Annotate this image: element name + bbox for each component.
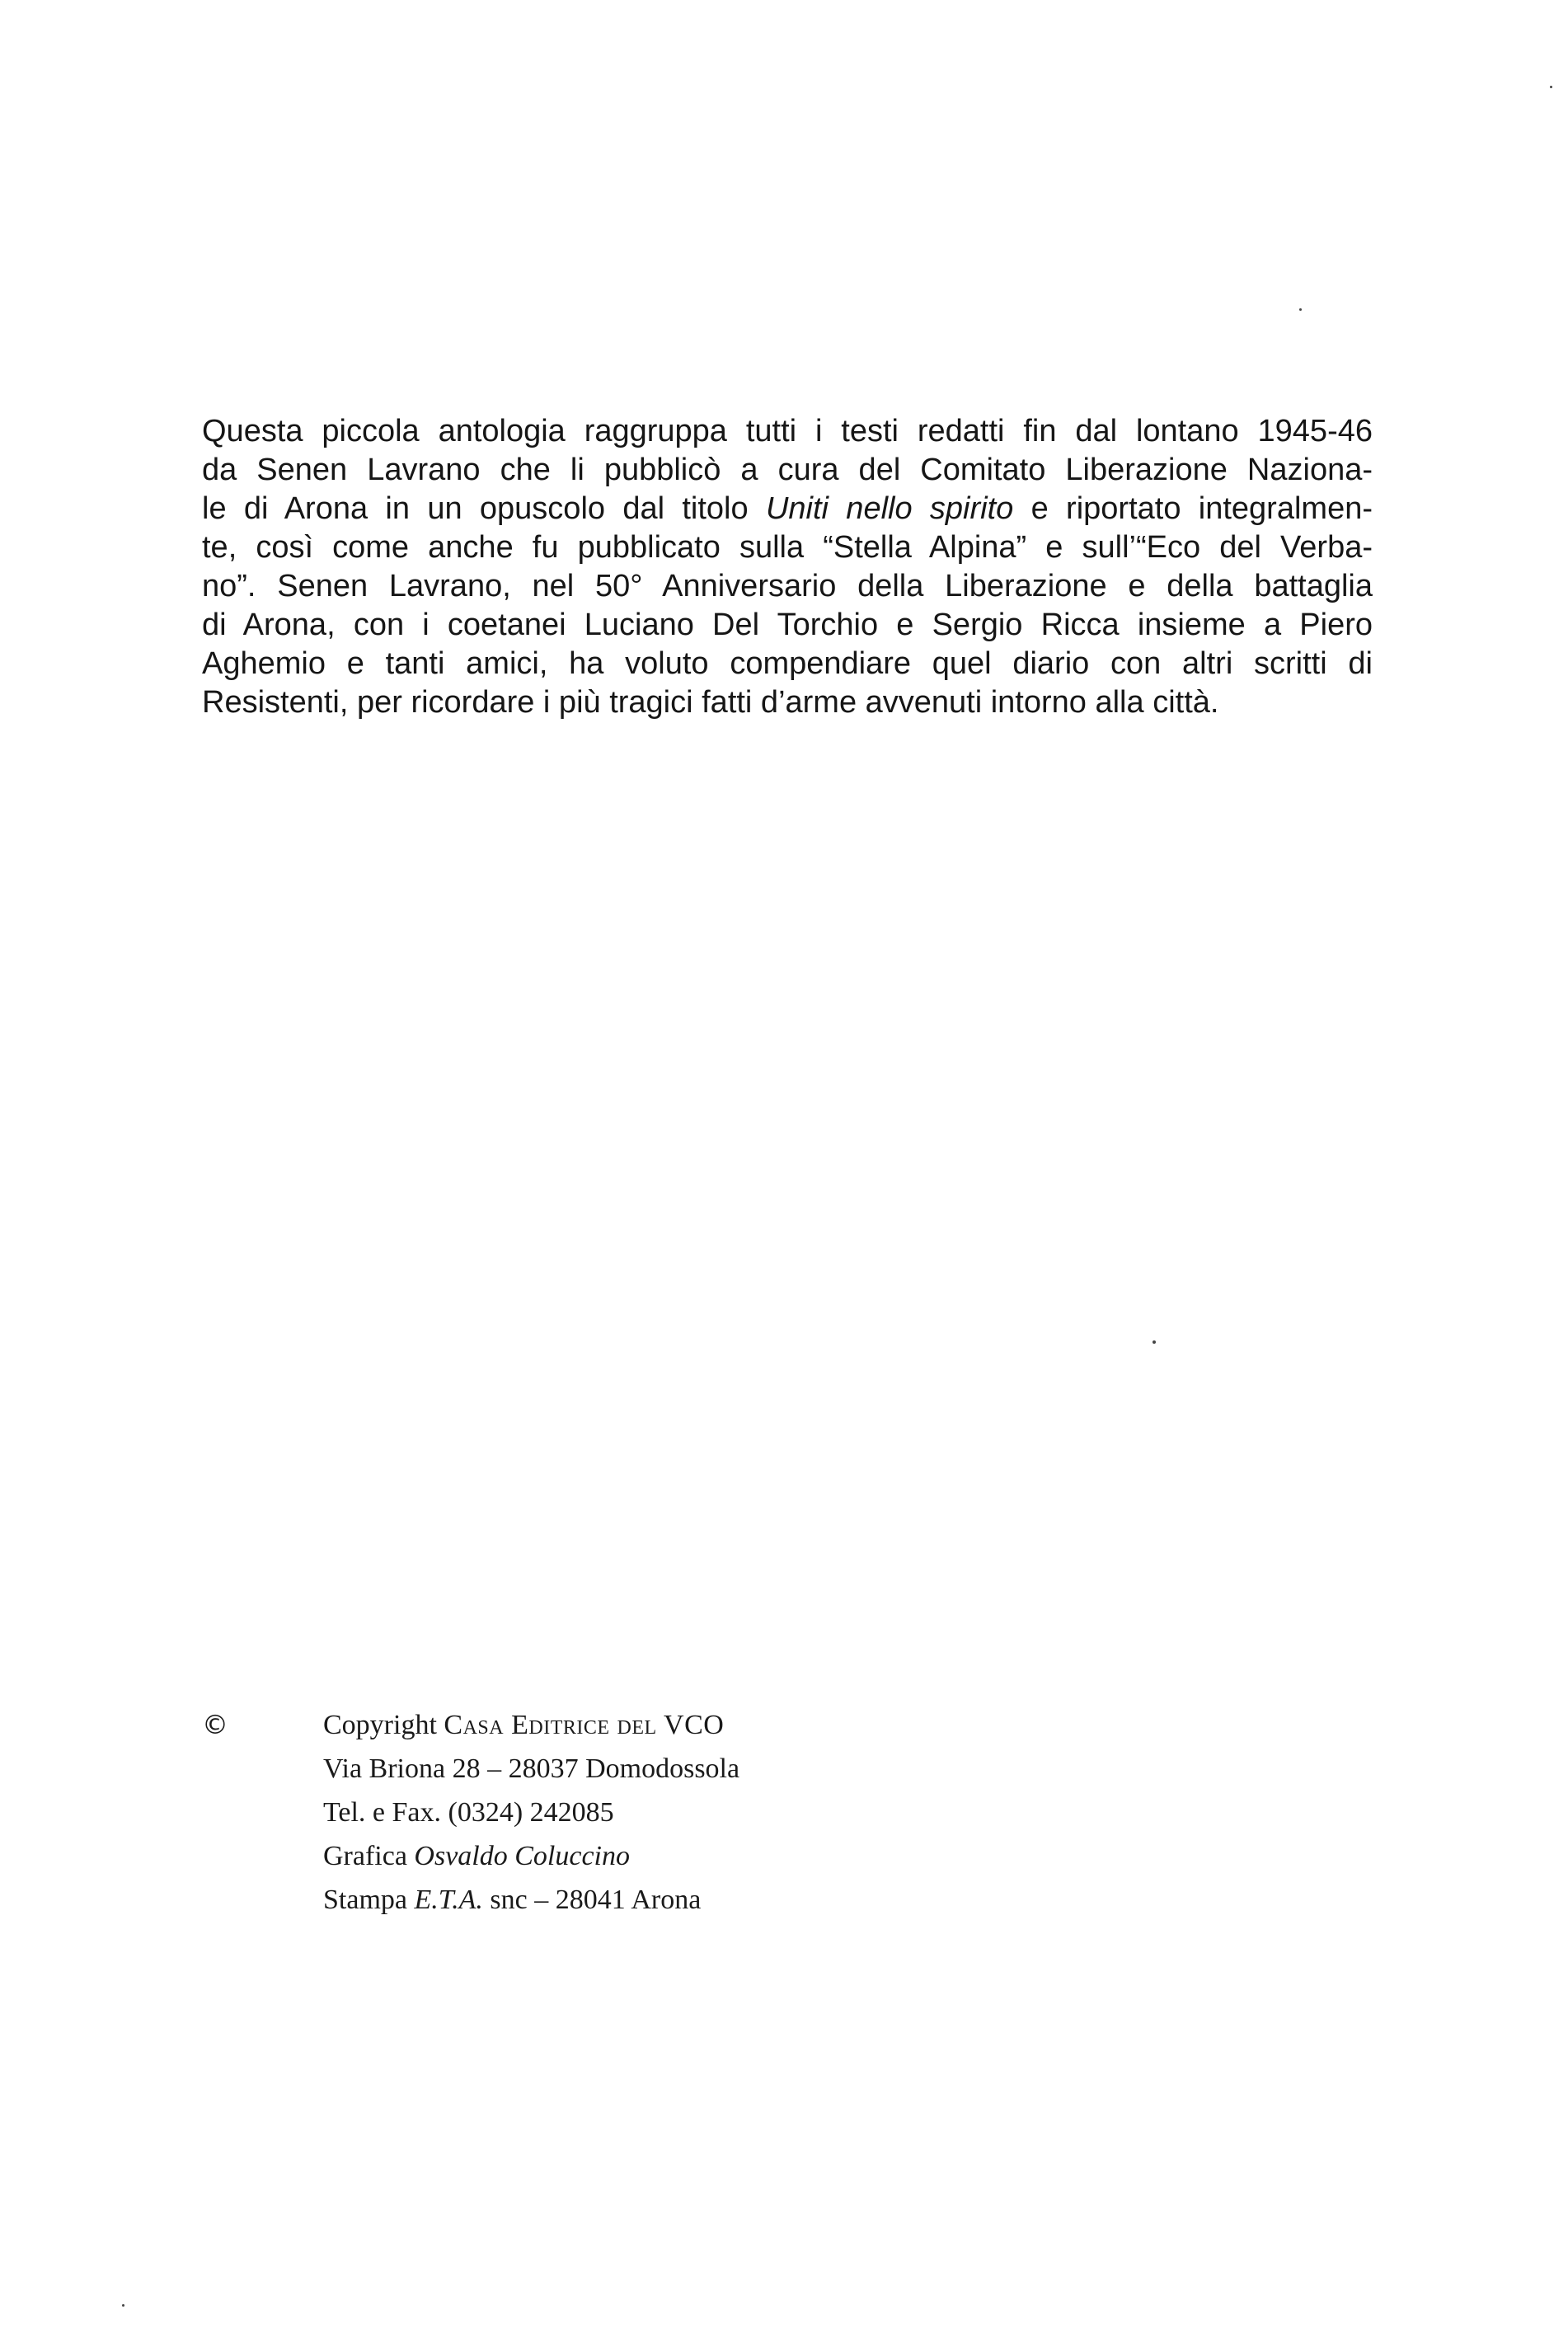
- graphics-prefix: Grafica: [323, 1841, 415, 1871]
- copyright-icon: ©: [202, 1709, 228, 1740]
- intro-line: Aghemio e tanti amici, ha voluto compendiare quel diario con altri scritti di: [202, 646, 1373, 681]
- intro-line: Questa piccola antologia raggruppa tutti i testi redatti fin dal lontano 1945-46: [202, 414, 1373, 448]
- scan-speck: [1550, 86, 1552, 88]
- intro-line-text: le di Arona in un opuscolo dal titolo: [202, 491, 766, 526]
- scan-speck: [1299, 308, 1302, 311]
- print-prefix: Stampa: [323, 1885, 415, 1915]
- intro-line: [202, 490, 1373, 528]
- print-line: [323, 1878, 739, 1922]
- address-line: Via Briona 28 – 28037 Domodossola: [323, 1753, 740, 1784]
- graphics-designer: Osvaldo Coluccino: [414, 1841, 630, 1871]
- scan-speck: [1153, 1340, 1156, 1344]
- graphics-line: [323, 1834, 739, 1878]
- intro-line: da Senen Lavrano che li pubblicò a cura del Comitato Liberazione Naziona-: [202, 453, 1373, 487]
- intro-paragraph: [202, 412, 1373, 722]
- publisher-name: Casa Editrice del VCO: [444, 1710, 725, 1740]
- intro-line: di Arona, con i coetanei Luciano Del Torchio e Sergio Ricca insieme a Piero: [202, 608, 1373, 642]
- book-title: Uniti nello spirito: [765, 491, 1014, 526]
- phone-line: Tel. e Fax. (0324) 242085: [323, 1797, 614, 1828]
- scan-speck: [122, 2304, 124, 2307]
- copyright-prefix: Copyright: [323, 1710, 444, 1740]
- copyright-line: [323, 1703, 739, 1747]
- printer-name: E.T.A.: [414, 1885, 483, 1915]
- intro-line: Resistenti, per ricordare i più tragici fatti d’arme avvenuti intorno alla città.: [202, 685, 1219, 720]
- intro-line: te, così come anche fu pubblicato sulla “Stella Alpina” e sull’“Eco del Verba-: [202, 530, 1373, 565]
- print-suffix: snc – 28041 Arona: [482, 1885, 702, 1915]
- colophon-lines: [323, 1703, 739, 1922]
- intro-line-text: e riportato integralmen-: [1013, 491, 1373, 526]
- intro-line: no”. Senen Lavrano, nel 50° Anniversario della Liberazione e della battaglia: [202, 569, 1373, 603]
